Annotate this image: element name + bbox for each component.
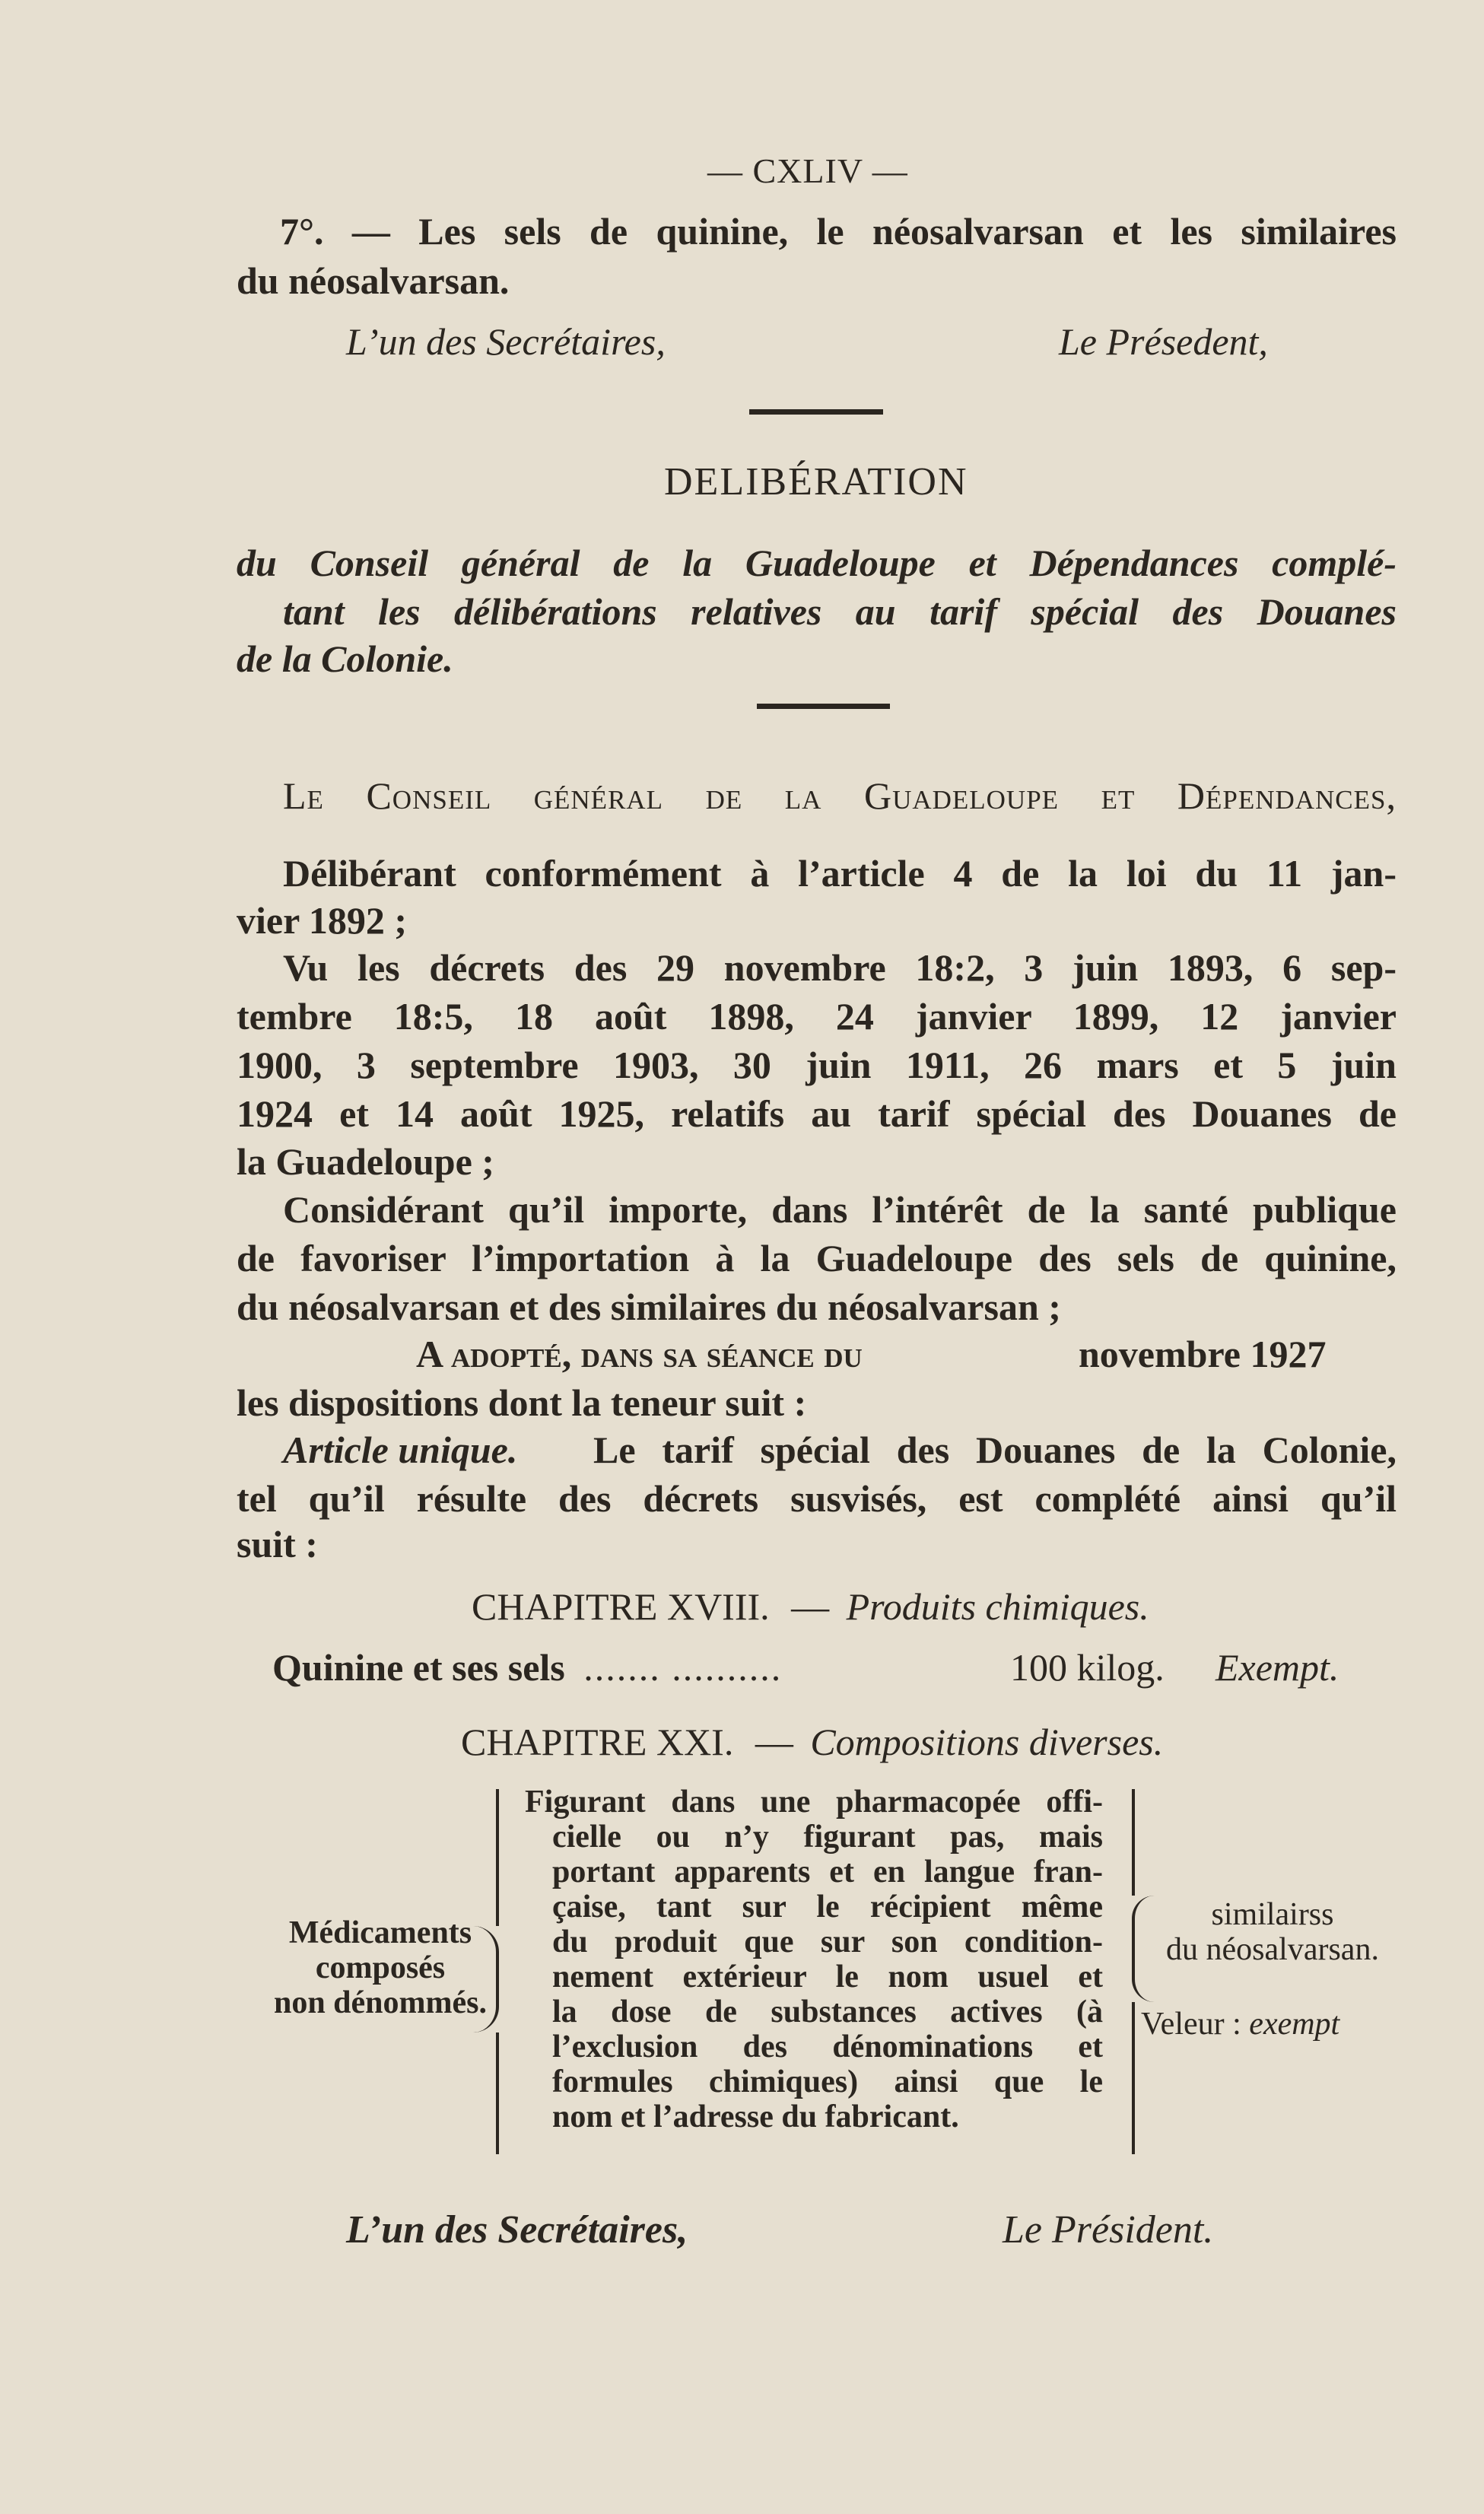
- chapter-21-subtitle: Compositions diverses.: [810, 1721, 1164, 1763]
- deliberation-title: DELIBÉRATION: [664, 460, 968, 504]
- para-4-date: novembre 1927: [1079, 1333, 1327, 1375]
- description-line-4: çaise, tant sur le récipient même: [552, 1889, 1103, 1924]
- value-exempt: exempt: [1249, 2007, 1340, 2042]
- para-2-line-5: la Guadeloupe ;: [237, 1140, 494, 1183]
- deliberation-subtitle-line-2: tant les délibérations relatives au tarif spécial des Douanes: [283, 590, 1397, 633]
- deliberation-subtitle-line-3: de la Colonie.: [237, 637, 453, 680]
- right-bar-bottom: [1132, 2002, 1135, 2154]
- description-line-5: du produit que sur son condition-: [552, 1924, 1103, 1959]
- chapter-18-dash: —: [791, 1585, 830, 1628]
- left-brace-top: [496, 1789, 499, 1926]
- medicaments-line-2: composés: [315, 1950, 446, 1985]
- value-row: [1141, 2007, 1339, 2042]
- signature-secretaries-1: L’un des Secrétaires,: [346, 320, 666, 363]
- para-3-line-1: Considérant qu’il importe, dans l’intérêt de la santé publique: [283, 1188, 1397, 1231]
- description-line-9: formules chimiques) ainsi que le: [552, 2064, 1103, 2099]
- description-line-7: la dose de substances actives (à: [552, 1994, 1103, 2029]
- left-brace-middle: [473, 1926, 499, 2032]
- description-line-3: portant apparents et en langue fran-: [552, 1855, 1103, 1889]
- article-label: Article unique.: [283, 1429, 518, 1471]
- quinine-duty: Exempt.: [1215, 1646, 1339, 1689]
- similaires-label: [1147, 1897, 1398, 1967]
- description-line-8: l’exclusion des dénominations et: [552, 2029, 1103, 2064]
- item-7-line-2: du néosalvarsan.: [237, 259, 510, 302]
- para-1-line-2: vier 1892 ;: [237, 899, 408, 942]
- chapter-21-title: CHAPITRE XXI.: [461, 1721, 734, 1763]
- article-line-3: suit :: [237, 1523, 318, 1565]
- deliberation-subtitle-line-1: du Conseil général de la Guadeloupe et Dépendances complé-: [237, 542, 1397, 584]
- similaires-line-2: du néosalvarsan.: [1166, 1932, 1379, 1967]
- para-2-line-3: 1900, 3 septembre 1903, 30 juin 1911, 26 mars et 5 juin: [237, 1044, 1397, 1086]
- para-3-line-2: de favoriser l’importation à la Guadeloupe des sels de quinine,: [237, 1237, 1397, 1279]
- article-line-2: tel qu’il résulte des décrets susvisés, est complété ainsi qu’il: [237, 1477, 1397, 1520]
- para-2-line-1: Vu les décrets des 29 novembre 18:2, 3 juin 1893, 6 sep-: [283, 946, 1397, 989]
- chapter-21-dash: —: [755, 1721, 793, 1763]
- para-2-line-4: 1924 et 14 août 1925, relatifs au tarif spécial des Douanes de: [237, 1092, 1397, 1135]
- medicaments-label: [251, 1915, 510, 2020]
- quinine-dots: ....... ..........: [583, 1646, 783, 1689]
- left-brace-bottom: [496, 2032, 499, 2154]
- medicaments-line-1: Médicaments: [288, 1915, 472, 1950]
- para-1-line-1: Délibérant conformément à l’article 4 de la loi du 11 jan-: [283, 852, 1397, 895]
- value-label: Veleur :: [1141, 2007, 1241, 2042]
- signature-president-2: Le Président.: [1003, 2208, 1214, 2252]
- para-3-line-3: du néosalvarsan et des similaires du néosalvarsan ;: [237, 1286, 1061, 1328]
- medicaments-description: [525, 1785, 1103, 2134]
- description-line-10: nom et l’adresse du fabricant.: [552, 2099, 959, 2134]
- chapter-18-heading: [472, 1582, 1149, 1631]
- page-number: — CXLIV —: [707, 151, 908, 190]
- divider-rule-2: [757, 704, 890, 709]
- para-2-line-2: tembre 18:5, 18 août 1898, 24 janvier 1899, 12 janvier: [237, 995, 1397, 1038]
- description-line-6: nement extérieur le nom usuel et: [552, 1959, 1103, 1994]
- chapter-18-item-row: [272, 1643, 782, 1692]
- quinine-quantity: 100 kilog.: [1010, 1646, 1165, 1689]
- right-bar-top: [1132, 1789, 1135, 1896]
- para-4-adopte: A adopté, dans sa séance du: [416, 1333, 863, 1375]
- signature-secretaries-2: L’un des Secrétaires,: [346, 2208, 688, 2252]
- council-heading: Le Conseil général de la Guadeloupe et Dépendances,: [283, 774, 1397, 817]
- para-4-line-2: les dispositions dont la teneur suit :: [237, 1381, 807, 1424]
- divider-rule-1: [749, 409, 883, 415]
- description-line-2: cielle ou n’y figurant pas, mais: [552, 1820, 1103, 1855]
- article-line-1: Le tarif spécial des Douanes de la Colonie,: [593, 1429, 1397, 1471]
- description-line-1: Figurant dans une pharmacopée offi-: [525, 1785, 1103, 1820]
- chapter-18-title: CHAPITRE XVIII.: [472, 1585, 770, 1628]
- signature-president-1: Le Présedent,: [1059, 320, 1268, 363]
- quinine-item: Quinine et ses sels: [272, 1646, 565, 1689]
- item-7-line-1: 7°. — Les sels de quinine, le néosalvarsan et les similaires: [280, 210, 1397, 253]
- similaires-line-1: similairss: [1211, 1897, 1334, 1932]
- medicaments-line-3: non dénommés.: [273, 1985, 488, 2020]
- chapter-18-subtitle: Produits chimiques.: [846, 1585, 1149, 1628]
- chapter-21-heading: [461, 1718, 1163, 1766]
